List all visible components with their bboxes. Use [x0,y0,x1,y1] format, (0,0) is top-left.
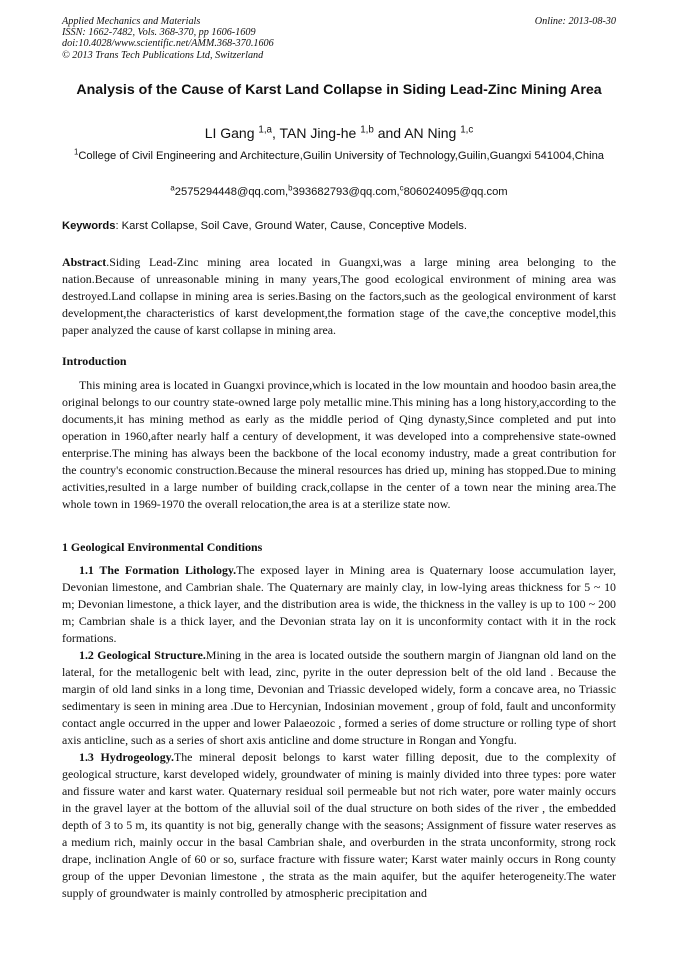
section-1-3 [62,749,616,902]
introduction-text: This mining area is located in Guangxi province,which is located in the low mountain and hoodoo basin area,the original belongs to our country state-owned large poly metallic mine.This mining has a long history,according to the documents,it has mining method as early as the middle period of Qing dynasty,Since completed and put into operation in 1960,after nearly half a century of development, it was developed into a comprehensive state-owned enterprise.The mining has always been the backbone of the local economy industry, made a great contribution for the country's economic construction.Because the mineral resources has dried up, mining has stopped.Due to mining activities,resulted in a large number of building crack,collapse in the center of a town near the mining area.The whole town in 1969-1970 the overall relocation,the area is at a sterilize state now. [62,378,616,511]
keywords-label: Keywords [62,220,116,232]
section-1-1-text: The exposed layer in Mining area is Quaternary loose accumulation layer, Devonian limestone, and Cambrian shale. The Quaternary are mainly clay, in low-lying areas thickness for 5 ~ 10 m; Devonian limestone, a thick layer, and the distribution area is wide, the thickness in the valley is up to 100 ~ 200 m; Cambrian shale is a thick layer, and the Devonian strata lay on it is unconformity contact with it in the rock formations. [62,563,616,645]
email-a[interactable]: 2575294448@qq.com, [174,186,289,198]
section-1-body [62,562,616,902]
email-b[interactable]: 393682793@qq.com, [292,186,400,198]
affiliation-marker: 1 [73,147,79,157]
abstract-label: Abstract [62,255,107,269]
issn-line: ISSN: 1662-7482, Vols. 368-370, pp 1606-1609 [62,27,256,39]
author-3-affil: 1,c [460,124,474,136]
doi-line: doi:10.4028/www.scientific.net/AMM.368-370.1606 [62,38,274,50]
journal-name: Applied Mechanics and Materials [62,16,201,27]
section-1-2-text: Mining in the area is located outside the southern margin of Jiangnan old land on the lateral, for the metallogenic belt with lead, zinc, pyrite in the outer depression belt of the old land . Because the margin of old land sinks in a long time, Devonian and Triassic developed widely, form a concave area, no Triassic sedimentary is seen in mining area .Due to Hercynian, Indosinian movement , group of fold, fault and unconformity contact angle occurred in the upper and lower Palaeozoic , formed a series of dome structure or rolling type of short axis anticline, such as a series of short axis anticline and dome structure in Rongan and Yongfu. [62,648,616,747]
abstract [62,254,616,339]
section-1-3-label: 1.3 Hydrogeology. [79,750,174,764]
paper-title: Analysis of the Cause of Karst Land Collapse in Siding Lead-Zinc Mining Area [76,82,602,98]
abstract-text: .Siding Lead-Zinc mining area located in Guangxi,was a large mining area belonging to the nation.Because of unreasonable mining in many years,The good ecological environment of mining area was destroyed.Land collapse in mining area is series.Basing on the factors,such as the geological environment of karst development,the characteristics of karst development,the formation stage of the cave,the conceptive model,this paper analyzed the cause of karst collapse in mining area. [62,255,616,337]
author-3: and AN Ning [373,125,461,141]
copyright-line: © 2013 Trans Tech Publications Ltd, Switzerland [62,49,264,61]
author-2-affil: 1,b [360,124,374,136]
keywords [62,219,616,233]
author-1-affil: 1,a [258,124,273,136]
introduction-heading: Introduction [62,354,127,368]
journal-header [62,16,616,61]
section-1-2 [62,647,616,749]
affiliation [62,149,616,163]
keywords-text: : Karst Collapse, Soil Cave, Ground Water, Cause, Conceptive Models. [115,220,467,232]
email-a-marker: a [170,183,175,193]
email-b-marker: b [288,183,293,193]
section-1-3-text: The mineral deposit belongs to karst water filling deposit, due to the complexity of geological structure, karst developed widely, groundwater of mining is mainly divided into three types: pore water and fissure water and karst water. Quaternary residual soil permeable but not rich water, pore water mainly occurs in the gravel layer at the bottom of the alluvial soil of the dual structure on both sides of the river , the embedded depth of 3 to 5 m, its quantity is not big, generally change with the seasons; Assignment of fissure water reserves as a medium rich, mainly occur in the basal Cambrian shale, and overburden in the strata unconformity, strong rock drape, inclination Angle of 60 or so, surface fracture with fissure water; Karst water mainly occurs in Rong county group of the upper Devonian limestone , the strata as the main aquifer, but the aquifer heterogeneity.The water supply of groundwater is mainly controlled by atmospheric precipitation and [62,750,616,900]
author-line [62,124,616,142]
email-c[interactable]: 806024095@qq.com [403,186,508,198]
email-c-marker: c [399,183,404,193]
author-1: LI Gang [204,125,259,141]
email-line [62,185,616,199]
author-2: , TAN Jing-he [272,125,361,141]
section-1-2-label: 1.2 Geological Structure. [79,648,206,662]
online-date: Online: 2013-08-30 [534,16,616,27]
section-1-1-label: 1.1 The Formation Lithology. [79,563,237,577]
introduction-body [62,377,616,513]
section-1-heading: 1 Geological Environmental Conditions [62,540,263,554]
section-1-1 [62,562,616,647]
affiliation-text: College of Civil Engineering and Architecture,Guilin University of Technology,Guilin,Guangxi 541004,China [78,150,605,162]
